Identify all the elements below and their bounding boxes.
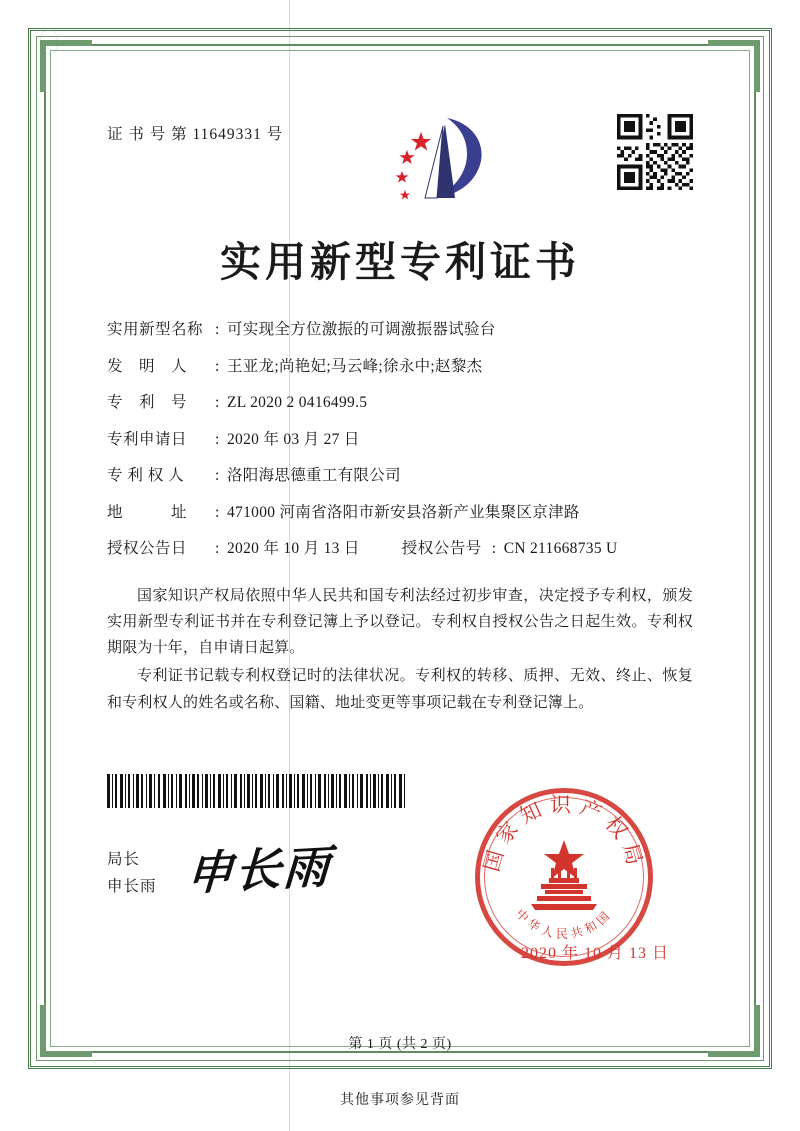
field-label: 授权公告日	[107, 540, 188, 557]
seal-issue-date: 2020 年 10 月 13 日	[520, 944, 669, 962]
cnipa-logo-icon	[385, 110, 505, 210]
field-list	[107, 322, 693, 557]
field-colon: :	[215, 321, 220, 338]
field-label: 专 利 权 人	[107, 467, 185, 484]
field-row	[107, 322, 693, 338]
signature-area	[107, 774, 693, 984]
director-role-label: 局长	[107, 850, 141, 868]
field-row-dual	[107, 541, 693, 557]
page-number: 第 1 页 (共 2 页)	[348, 1037, 452, 1052]
certificate-number: 证 书 号 第 11649331 号	[107, 126, 284, 143]
field-colon: :	[215, 394, 220, 411]
legal-paragraph-1: 国家知识产权局依照中华人民共和国专利法经过初步审查，决定授予专利权，颁发实用新型专利证书并在专利登记簿上予以登记。专利权自授权公告之日起生效。专利权期限为十年，自申请日起算。	[107, 587, 693, 656]
field-value-address: 471000 河南省洛阳市新安县洛新产业集聚区京津路	[227, 503, 580, 521]
field-row	[107, 505, 693, 521]
field-value-patentee: 洛阳海思德重工有限公司	[227, 467, 401, 484]
field-colon: :	[215, 467, 220, 484]
field-colon: :	[215, 430, 220, 448]
director-labels	[107, 846, 157, 900]
field-label: 地 址	[107, 503, 188, 521]
field-value-grant-date: 2020 年 10 月 13 日	[227, 540, 360, 557]
field-label: 专 利 号	[107, 394, 188, 411]
field-row	[107, 468, 693, 484]
legal-paragraph-2: 专利证书记载专利权登记时的法律状况。专利权的转移、质押、无效、终止、恢复和专利权人的姓名或名称、国籍、地址变更等事项记载在专利登记簿上。	[107, 668, 693, 711]
qr-code	[617, 114, 693, 190]
field-label: 专利申请日	[107, 430, 188, 448]
director-signature-block	[107, 839, 333, 901]
field-row	[107, 432, 693, 448]
handwritten-signature: 申长雨	[184, 839, 333, 901]
header-row	[107, 110, 693, 215]
field-group-publication-number	[402, 541, 618, 557]
field-value-utility-model-name: 可实现全方位激振的可调激振器试验台	[227, 321, 496, 338]
field-value-application-date: 2020 年 03 月 27 日	[227, 430, 360, 448]
field-row	[107, 395, 693, 411]
footer-note: 其他事项参见背面	[340, 1093, 460, 1108]
field-label: 发 明 人	[107, 357, 188, 375]
field-row	[107, 359, 693, 375]
national-emblem-icon	[521, 834, 607, 920]
field-colon: :	[215, 540, 220, 557]
svg-text:中华人民共和国: 中华人民共和国	[512, 906, 616, 941]
field-colon: :	[215, 357, 220, 375]
field-value-publication-number: CN 211668735 U	[503, 540, 618, 557]
barcode	[107, 774, 407, 808]
svg-text:国家知识产权局: 国家知识产权局	[479, 792, 649, 874]
page-title: 实用新型专利证书	[220, 238, 580, 286]
legal-text	[107, 583, 693, 716]
director-name-label: 申长雨	[107, 877, 157, 895]
field-colon: :	[491, 540, 496, 557]
field-value-inventors: 王亚龙;尚艳妃;马云峰;徐永中;赵黎杰	[227, 357, 483, 375]
field-label: 授权公告号	[401, 540, 482, 557]
certificate-content	[62, 62, 738, 984]
field-value-patent-number: ZL 2020 2 0416499.5	[227, 394, 368, 411]
field-colon: :	[215, 503, 220, 521]
field-label: 实用新型名称	[107, 321, 204, 338]
